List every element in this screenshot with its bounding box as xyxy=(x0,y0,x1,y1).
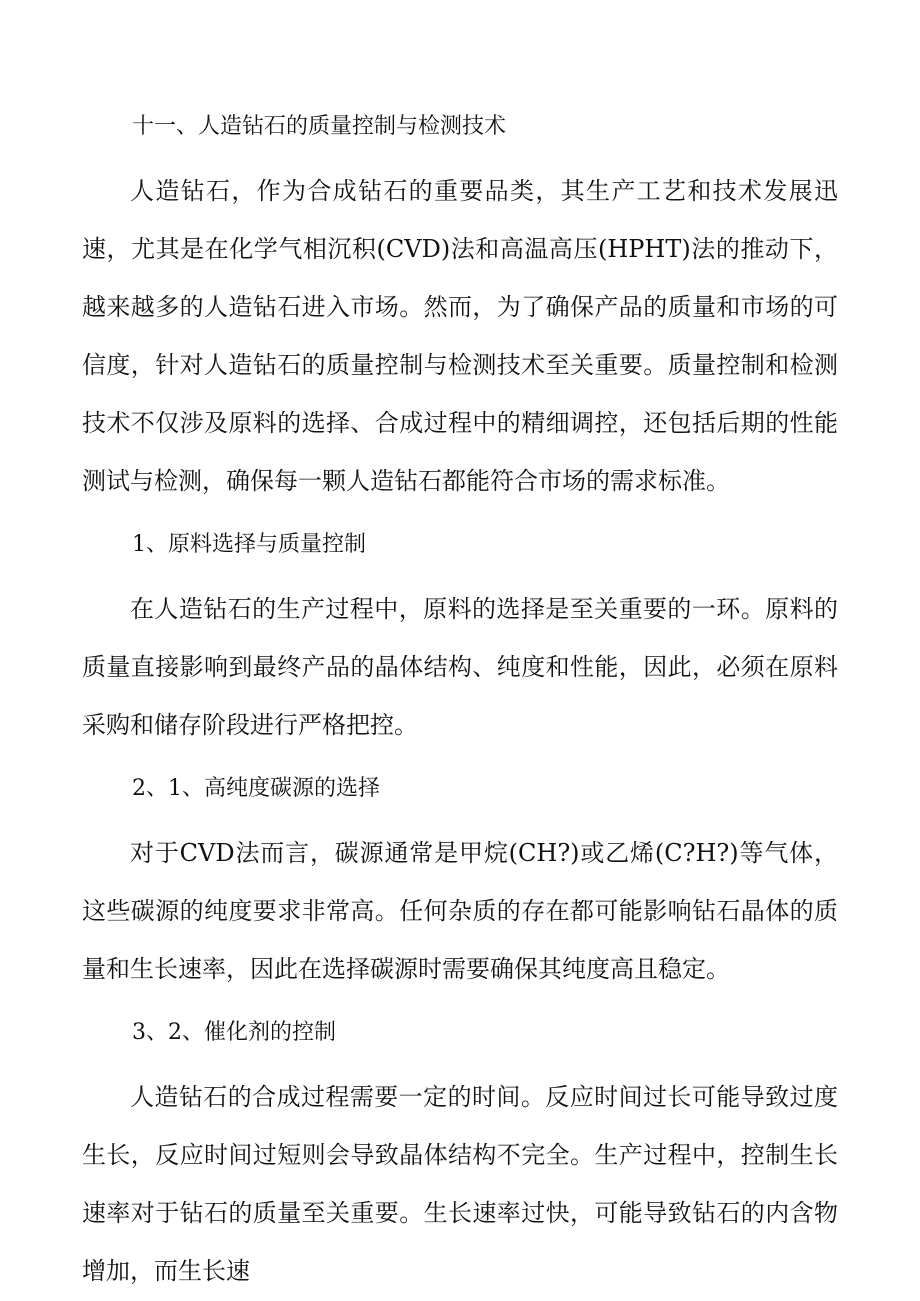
subheading-raw-material: 1、原料选择与质量控制 xyxy=(132,532,366,557)
paragraph-carbon-source: 对于CVD法而言，碳源通常是甲烷(CH?)或乙烯(C?H?)等气体，这些碳源的纯度要求非常高。任何杂质的存在都可能影响钻石晶体的质量和生长速率，因此在选择碳源时需要确保其纯度高且稳定。 xyxy=(82,839,838,983)
paragraph-introduction: 人造钻石，作为合成钻石的重要品类，其生产工艺和技术发展迅速，尤其是在化学气相沉积(CVD)法和高温高压(HPHT)法的推动下，越来越多的人造钻石进入市场。然而，为了确保产品的质量和市场的可信度，针对人造钻石的质量控制与检测技术至关重要。质量控制和检测技术不仅涉及原料的选择、合成过程中的精细调控，还包括后期的性能测试与检测，确保每一颗人造钻石都能符合市场的需求标准。 xyxy=(82,177,838,495)
subheading-carbon-source: 2、1、高纯度碳源的选择 xyxy=(132,776,380,801)
document-body xyxy=(82,104,838,1300)
subheading-catalyst: 3、2、催化剂的控制 xyxy=(132,1020,336,1045)
paragraph-raw-material: 在人造钻石的生产过程中，原料的选择是至关重要的一环。原料的质量直接影响到最终产品的晶体结构、纯度和性能，因此，必须在原料采购和储存阶段进行严格把控。 xyxy=(82,595,838,739)
paragraph-catalyst: 人造钻石的合成过程需要一定的时间。反应时间过长可能导致过度生长，反应时间过短则会导致晶体结构不完全。生产过程中，控制生长速率对于钻石的质量至关重要。生长速率过快，可能导致钻石的内含物增加，而生长速 xyxy=(82,1083,838,1285)
section-heading-quality-control: 十一、人造钻石的质量控制与检测技术 xyxy=(132,114,507,139)
